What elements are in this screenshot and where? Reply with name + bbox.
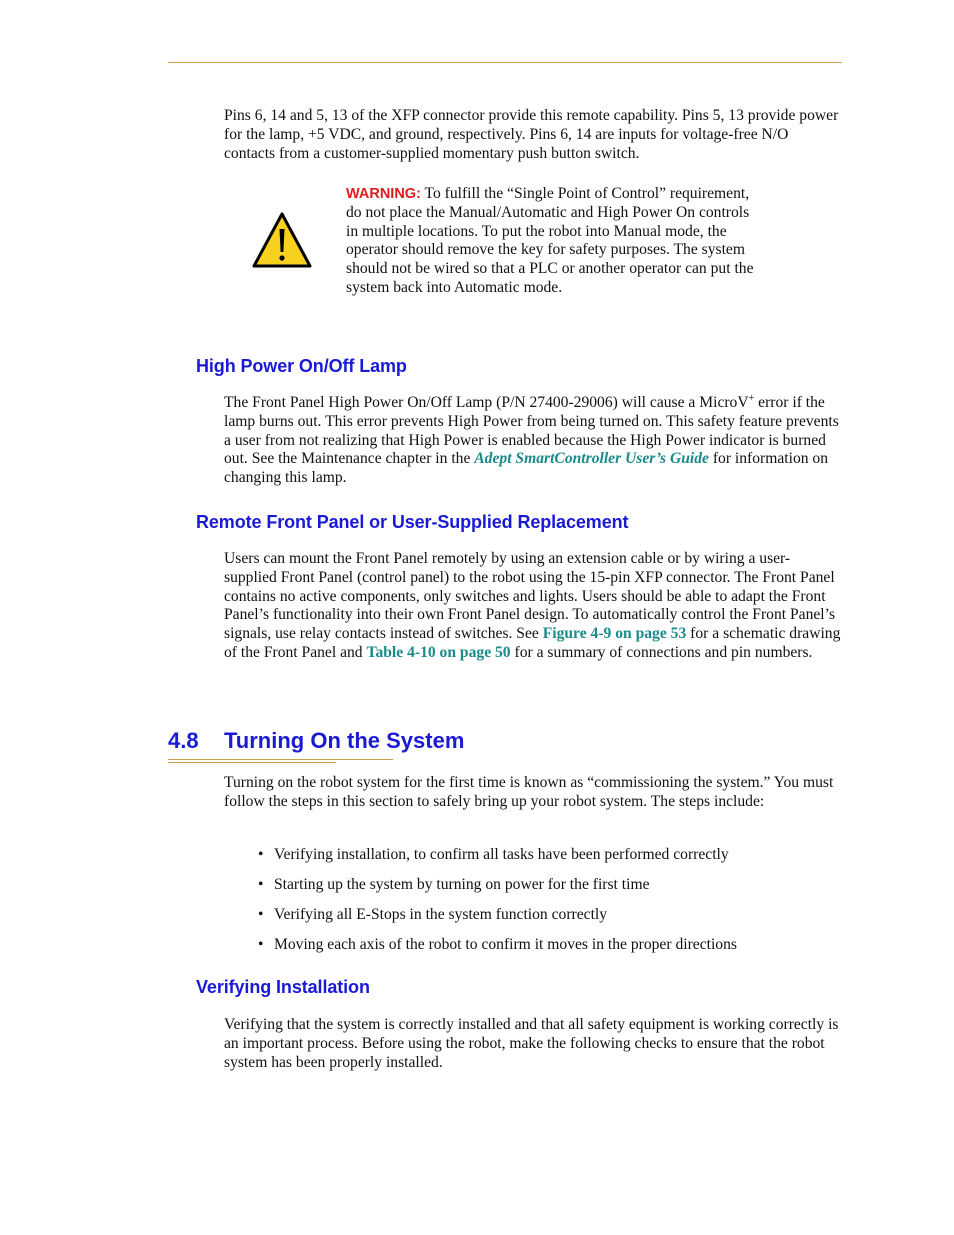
heading-high-power-lamp: High Power On/Off Lamp (196, 356, 407, 376)
warning-label: WARNING: (346, 186, 421, 202)
remote-paragraph (224, 550, 842, 663)
lamp-text-c: for information on changing this lamp. (224, 450, 829, 487)
remote-text-a: Users can mount the Front Panel remotely by using an extension cable or by wiring a user-supplied Front Panel (control panel) to the robot using the 15-pin XFP connector. The Front Panel contains no active components, only switches and lights. Users should be able to adapt the Front Panel’s functionality into their own Front Panel design. To automatically control the Front Panel’s signals, use relay contacts instead of switches. See (224, 550, 836, 643)
link-figure-4-9[interactable]: Figure 4-9 on page 53 (542, 625, 687, 643)
intro-paragraph: Pins 6, 14 and 5, 13 of the XFP connector provide this remote capability. Pins 5, 13 provide power for the lamp, +5 VDC, and ground, respectively. Pins 6, 14 are inputs for voltage-free N/O contacts from a customer-supplied momentary push button switch. (224, 107, 839, 162)
warning-triangle-icon (251, 211, 313, 269)
verify-paragraph: Verifying that the system is correctly installed and that all safety equipment is working correctly is an important process. Before using the robot, make the following checks to ensure that the robot system has been properly installed. (224, 1016, 839, 1071)
list-item (258, 936, 858, 966)
list-item (258, 906, 858, 936)
list-item (258, 846, 858, 876)
lamp-sup: + (748, 392, 755, 404)
lamp-paragraph (224, 394, 842, 488)
warning-text: To fulfill the “Single Point of Control” requirement, do not place the Manual/Automatic and High Power On controls in multiple locations. To put the robot into Manual mode, the operator should remove the key for safety purposes. The system should not be wired so that a PLC or another operator can put the system back into Automatic mode. (346, 185, 754, 296)
lamp-text-a: The Front Panel High Power On/Off Lamp (P/N 27400-29006) will cause a MicroV (224, 394, 749, 411)
heading-remote-front-panel: Remote Front Panel or User-Supplied Replacement (196, 512, 629, 532)
section-number: 4.8 (168, 728, 199, 753)
remote-text-b: for a schematic drawing of the Front Panel and (224, 625, 841, 661)
section-title: Turning On the System (224, 728, 465, 753)
bullet-dot: • (258, 846, 264, 863)
link-table-4-10[interactable]: Table 4-10 on page 50 (366, 643, 511, 661)
warning-note (346, 185, 756, 298)
heading-turning-on-system (168, 728, 464, 754)
heading-rule-top (168, 759, 393, 760)
list-item-text: Moving each axis of the robot to confirm it moves in the proper directions (274, 936, 737, 953)
header-rule (168, 62, 842, 63)
list-item (258, 876, 858, 906)
bullet-dot: • (258, 936, 264, 953)
steps-list (258, 846, 858, 966)
remote-text-c: for a summary of connections and pin numbers. (510, 643, 813, 661)
list-item-text: Verifying installation, to confirm all tasks have been performed correctly (274, 846, 729, 863)
heading-verifying-installation: Verifying Installation (196, 977, 370, 997)
list-item-text: Verifying all E-Stops in the system function correctly (274, 906, 608, 923)
bullet-dot: • (258, 906, 264, 923)
bullet-dot: • (258, 876, 264, 893)
link-smartcontroller-guide[interactable]: Adept SmartController User’s Guide (474, 450, 709, 468)
lamp-text-b: error if the lamp burns out. This error prevents High Power from being turned on. This safety feature prevents a user from not realizing that High Power is enabled because the High Power indicator is burned out. See the Maintenance chapter in the (224, 394, 839, 468)
list-item-text: Starting up the system by turning on power for the first time (274, 876, 650, 893)
heading-rule-bottom (168, 762, 336, 763)
turning-on-paragraph: Turning on the robot system for the first time is known as “commissioning the system.” You must follow the steps in this section to safely bring up your robot system. The steps include: (224, 774, 834, 810)
